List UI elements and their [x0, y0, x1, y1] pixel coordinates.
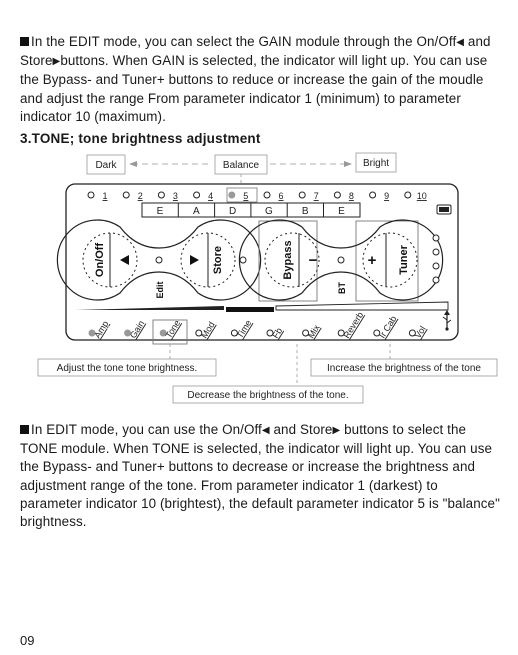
bullet-square-icon: [20, 37, 29, 46]
indicator-led-2: [123, 192, 129, 198]
triangle-right-icon: ▶: [332, 425, 341, 436]
bypass-button-label[interactable]: Bypass: [282, 240, 294, 280]
indicator-led-1: [88, 192, 94, 198]
note-label-0: E: [156, 206, 164, 217]
module-label-fb: Fb: [270, 325, 285, 341]
minus-label: −: [308, 252, 318, 269]
balance-label: Balance: [222, 160, 260, 171]
arrow-left-head-icon: [129, 161, 137, 167]
module-label-ir-cab: Ir Cab: [377, 313, 399, 341]
indicator-number-5: 5: [243, 191, 249, 201]
indicator-led-6: [264, 192, 270, 198]
indicator-led-10: [405, 192, 411, 198]
module-label-reverb: Reverb: [341, 310, 366, 341]
gain-instructions-paragraph: In the EDIT mode, you can select the GAIN module through the On/Off◀ and Store▶buttons. When GAIN is selected, the indicator will light up. You can use the Bypass- and Tuner+ buttons to reduce or increase the gain of the moudle and adjust the range From parameter indicator 1 (minimum) to parameter indicator 10 (maximum).: [20, 34, 491, 124]
indicator-number-7: 7: [313, 191, 319, 201]
module-label-tone: Tone: [163, 318, 183, 341]
module-label-mix: Mix: [305, 322, 322, 341]
indicator-number-1: 1: [102, 191, 108, 201]
triangle-right-icon: ▶: [52, 56, 61, 68]
indicator-led-8: [334, 192, 340, 198]
callout-left-text: Adjust the tone tone brightness.: [56, 363, 198, 374]
note-label-4: B: [301, 206, 309, 217]
module-label-time: Time: [234, 318, 254, 341]
indicator-led-4: [194, 192, 200, 198]
indicator-number-2: 2: [137, 191, 143, 201]
store-button-label[interactable]: Store: [212, 245, 224, 275]
plus-label: +: [367, 252, 377, 269]
indicator-led-7: [299, 192, 305, 198]
module-label-gain: Gain: [127, 318, 147, 341]
onoff-button-label[interactable]: On/Off: [94, 242, 106, 278]
note-label-3: G: [265, 206, 273, 217]
indicator-number-10: 10: [416, 191, 427, 201]
note-label-5: E: [338, 206, 345, 217]
bright-label: Bright: [362, 158, 390, 169]
module-label-vol: Vol: [412, 324, 428, 341]
status-led-left: [240, 257, 246, 263]
right-center-led: [338, 257, 344, 263]
edit-label: Edit: [155, 281, 165, 299]
indicator-led-3: [158, 192, 164, 198]
note-label-1: A: [192, 206, 200, 217]
arrow-right-head-icon: [344, 161, 352, 167]
page-number: 09: [20, 633, 35, 648]
indicator-number-9: 9: [384, 191, 390, 201]
callout-right-text: Increase the brightness of the tone: [327, 363, 481, 374]
indicator-number-8: 8: [348, 191, 354, 201]
section-heading: 3.TONE; tone brightness adjustment: [20, 131, 261, 146]
triangle-left-icon: ◀: [261, 425, 270, 436]
pedal-diagram: [0, 150, 518, 410]
indicator-number-3: 3: [172, 191, 178, 201]
left-center-led: [156, 257, 162, 263]
callout-bottom-text: Decrease the brightness of the tone.: [187, 390, 349, 401]
dark-label: Dark: [95, 160, 117, 171]
note-label-2: D: [228, 206, 237, 217]
module-label-amp: Amp: [92, 319, 111, 341]
indicator-number-6: 6: [278, 191, 284, 201]
level-bar-dark: [226, 307, 274, 312]
module-label-mod: Mod: [199, 319, 217, 341]
indicator-led-5: [229, 192, 235, 198]
battery-level: [439, 207, 449, 212]
indicator-number-4: 4: [208, 191, 214, 201]
tone-instructions-paragraph: In EDIT mode, you can use the On/Off◀ and Store▶ buttons to select the TONE module. When TONE is selected, the indicator will light up. You can use the Bypass- and Tuner+ buttons to decrease or increase the brightness and adjustment range of the tone. From parameter indicator 1 (darkest) to parameter indicator 10 (brightest), the default parameter indicator 5 is "balance" brightness.: [20, 422, 500, 530]
tuner-button-label[interactable]: Tuner: [398, 245, 410, 275]
indicator-led-9: [370, 192, 376, 198]
bullet-square-icon: [20, 425, 29, 434]
triangle-left-icon: ◀: [456, 37, 465, 48]
bt-label: BT: [337, 282, 347, 294]
